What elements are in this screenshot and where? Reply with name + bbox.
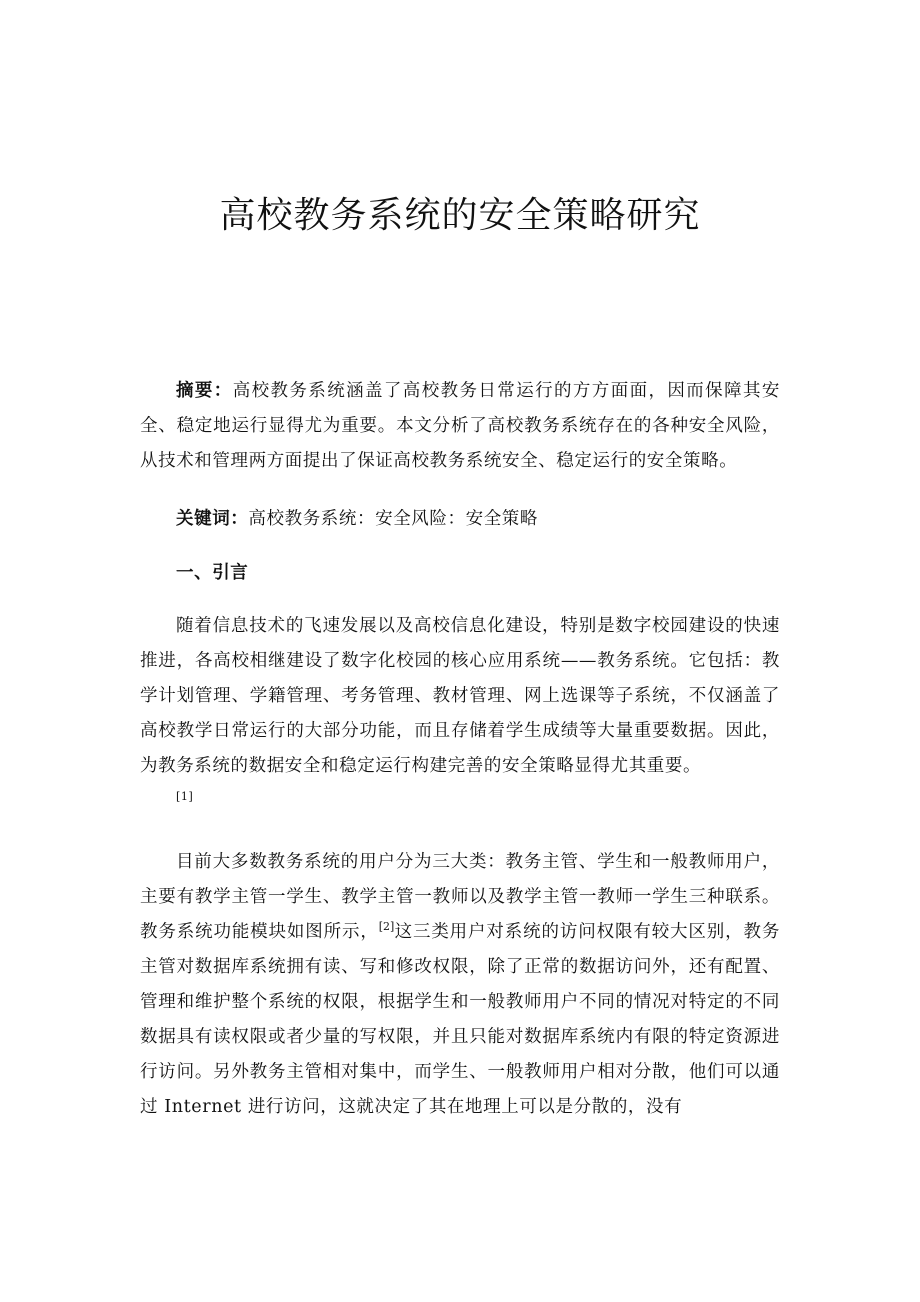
keywords-label: 关键词： bbox=[176, 509, 249, 529]
intro-paragraph-2 bbox=[140, 845, 780, 1125]
keywords-text: 高校教务系统：安全风险：安全策略 bbox=[248, 509, 539, 529]
document-title: 高校教务系统的安全策略研究 bbox=[219, 195, 701, 236]
intro-paragraph-2-text-b: 这三类用户对系统的访问权限有较大区别，教务主管对数据库系统拥有读、写和修改权限，除了正常的数据访问外，还有配置、管理和维护整个系统的权限，根据学生和一般教师用户不同的情况对特定的不同数据具有读权限或者少量的写权限，并且只能对数据库系统内有限的特定资源进行访问。另外教务主管相对集中，而学生、一般教师用户相对分散，他们可以通过 Internet 进行访问，这就决定了其在地理上可以是分散的，没有 bbox=[140, 922, 780, 1117]
section-heading-intro: 一、引言 bbox=[176, 563, 249, 583]
citation-ref-2[interactable]: [2] bbox=[378, 920, 395, 934]
abstract-label: 摘要： bbox=[176, 381, 233, 401]
keywords-paragraph bbox=[140, 502, 780, 537]
intro-paragraph-1 bbox=[140, 609, 780, 810]
intro-paragraph-1-text: 随着信息技术的飞速发展以及高校信息化建设，特别是数字校园建设的快速推进，各高校相继建设了数字化校园的核心应用系统——教务系统。它包括：教学计划管理、学籍管理、考务管理、教材管理、网上选课等子系统，不仅涵盖了高校教学日常运行的大部分功能，而且存储着学生成绩等大量重要数据。因此，为教务系统的数据安全和稳定运行构建完善的安全策略显得尤其重要。 bbox=[140, 616, 780, 776]
citation-ref-1[interactable]: [1] bbox=[176, 790, 194, 803]
abstract-paragraph bbox=[140, 374, 780, 479]
abstract-text: 高校教务系统涵盖了高校教务日常运行的方方面面，因而保障其安全、稳定地运行显得尤为重要。本文分析了高校教务系统存在的各种安全风险，从技术和管理两方面提出了保证高校教务系统安全、稳定运行的安全策略。 bbox=[140, 381, 780, 471]
intro-paragraph-2-text-a: 目前大多数教务系统的用户分为三大类：教务主管、学生和一般教师用户，主要有教学主管一学生、教学主管一教师以及教学主管一教师一学生三种联系。教务系统功能模块如图所示， bbox=[140, 852, 780, 942]
